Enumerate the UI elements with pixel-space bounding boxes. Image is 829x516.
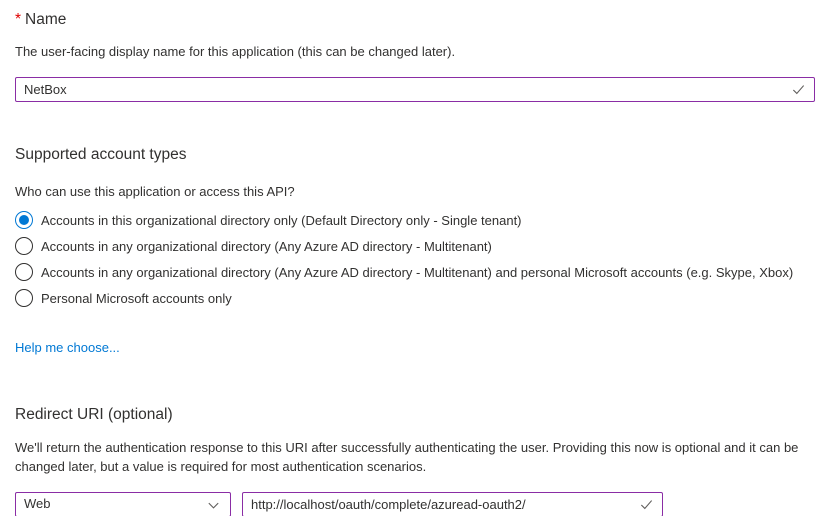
- redirect-uri-title: Redirect URI (optional): [15, 406, 173, 423]
- account-types-radio-group: [15, 211, 815, 307]
- radio-option-label: Accounts in this organizational directory only (Default Directory only - Single tenant): [41, 212, 522, 228]
- platform-select[interactable]: [15, 492, 231, 516]
- name-field-container: [15, 77, 815, 102]
- radio-option-single-tenant[interactable]: [15, 211, 815, 229]
- name-description: The user-facing display name for this application (this can be changed later).: [15, 44, 456, 59]
- radio-option-personal-only[interactable]: [15, 289, 815, 307]
- required-asterisk: *: [15, 11, 22, 28]
- account-types-title: Supported account types: [15, 146, 187, 163]
- radio-option-label: Accounts in any organizational directory (Any Azure AD directory - Multitenant) and personal Microsoft accounts (e.g. Skype, Xbox): [41, 264, 794, 280]
- account-types-question: Who can use this application or access this API?: [15, 184, 295, 199]
- radio-button-icon[interactable]: [15, 211, 33, 229]
- radio-option-label: Personal Microsoft accounts only: [41, 290, 232, 306]
- account-types-section: [15, 144, 815, 357]
- name-input[interactable]: [15, 77, 815, 102]
- radio-button-icon[interactable]: [15, 263, 33, 281]
- platform-select-value: Web: [24, 496, 51, 511]
- help-me-choose-link[interactable]: Help me choose...: [15, 340, 120, 355]
- redirect-uri-field-container: [242, 492, 663, 516]
- radio-option-label: Accounts in any organizational directory (Any Azure AD directory - Multitenant): [41, 238, 492, 254]
- redirect-uri-section: [15, 404, 815, 516]
- redirect-uri-input[interactable]: [242, 492, 663, 516]
- radio-button-icon[interactable]: [15, 237, 33, 255]
- chevron-down-icon: [206, 498, 221, 513]
- redirect-uri-description: We'll return the authentication response to this URI after successfully authenticating the user. Providing this now is optional and it can be changed later, but a value is required for most authentication scenarios.: [15, 440, 799, 474]
- name-section-title: [15, 9, 815, 30]
- name-title-text: Name: [25, 11, 67, 28]
- redirect-uri-row: [15, 492, 815, 516]
- radio-option-multitenant-personal[interactable]: [15, 263, 815, 281]
- radio-button-icon[interactable]: [15, 289, 33, 307]
- radio-option-multitenant[interactable]: [15, 237, 815, 255]
